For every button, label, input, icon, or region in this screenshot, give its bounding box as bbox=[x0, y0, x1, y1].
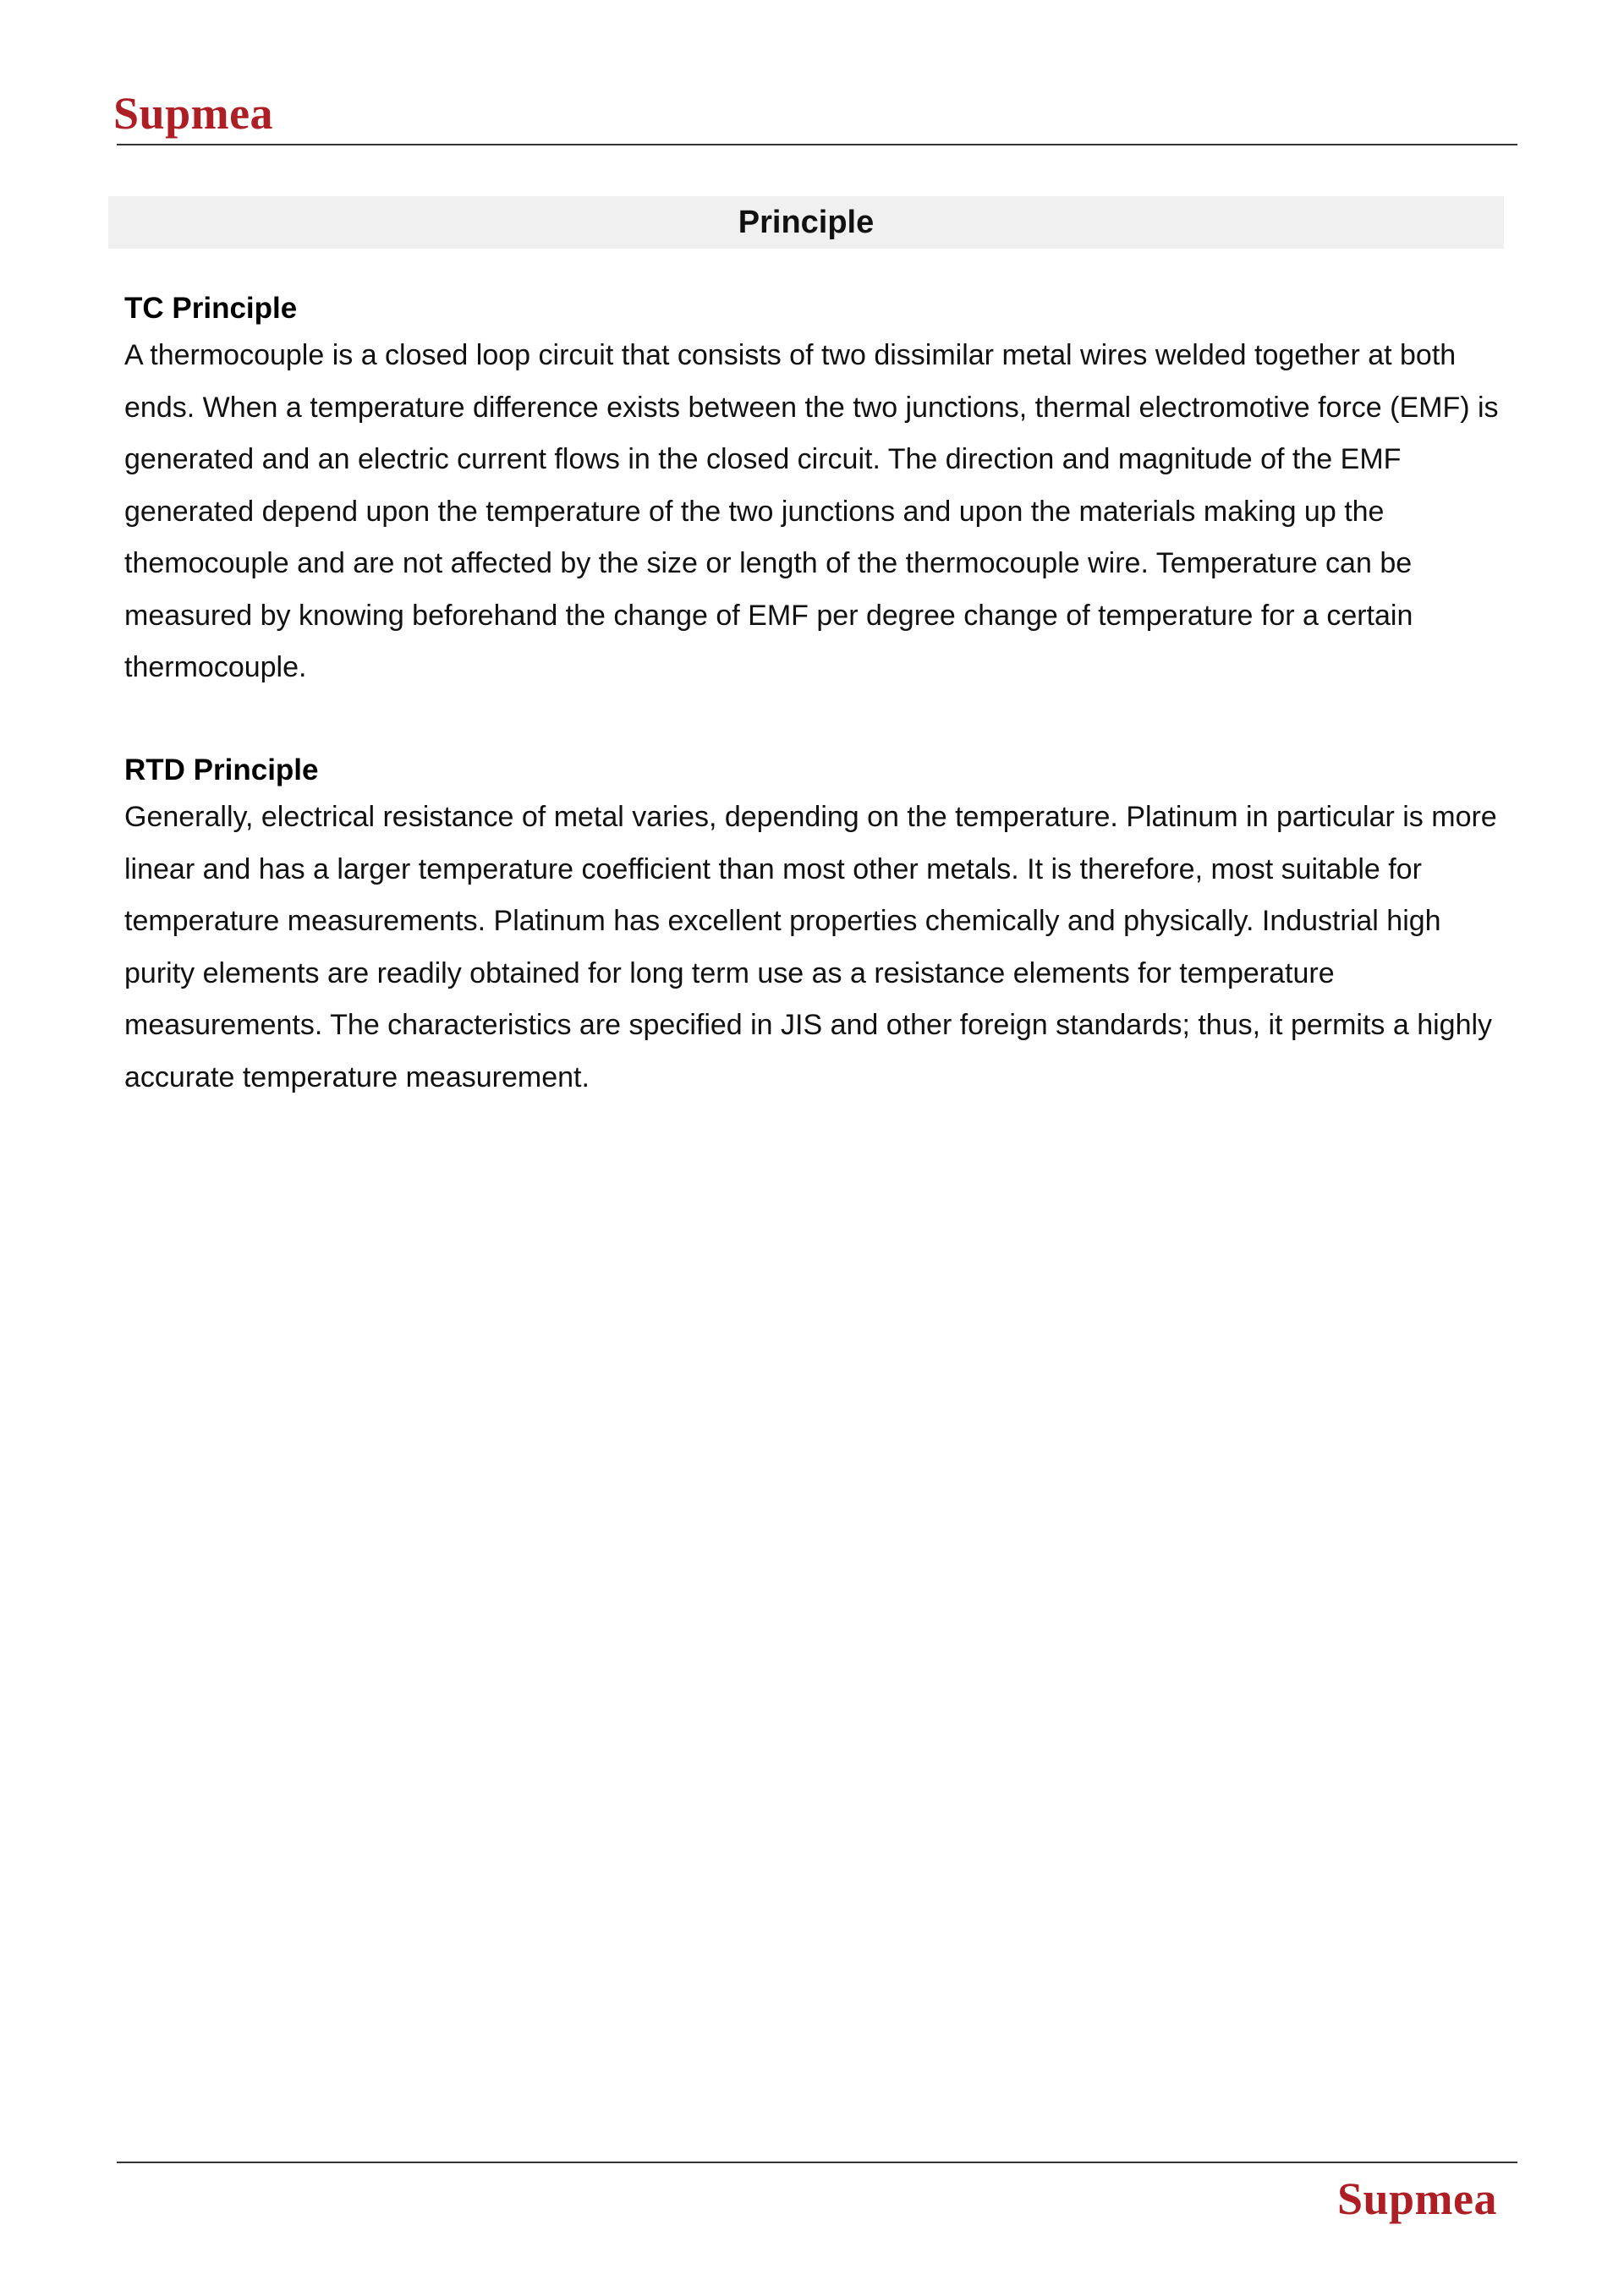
footer-divider bbox=[117, 2162, 1517, 2163]
section-banner bbox=[108, 196, 1504, 249]
section-title: Principle bbox=[738, 205, 875, 240]
header-divider bbox=[117, 144, 1517, 145]
tc-principle-heading: TC Principle bbox=[124, 292, 298, 325]
tc-principle-paragraph: A thermocouple is a closed loop circuit that consists of two dissimilar metal wires welded together at both ends. When a temperature difference exists between the two junctions, thermal electromotive force (EMF) is generated and an electric current flows in the closed circuit. The direction and magnitude of the EMF generated depend upon the temperature of the two junctions and upon the materials making up the themocouple and are not affected by the size or length of the thermocouple wire. Temperature can be measured by knowing beforehand the change of EMF per degree change of temperature for a certain thermocouple. bbox=[124, 339, 1499, 683]
tc-principle-section bbox=[124, 288, 1512, 694]
footer-logo: Supmea bbox=[1336, 2173, 1497, 2224]
rtd-principle-heading: RTD Principle bbox=[124, 753, 319, 786]
rtd-principle-paragraph: Generally, electrical resistance of metal varies, depending on the temperature. Platinum in particular is more linear and has a larger temperature coefficient than most other metals. It is therefore, most suitable for temperature measurements. Platinum has excellent properties chemically and physically. Industrial high purity elements are readily obtained for long term use as a resistance elements for temperature measurements. The characteristics are specified in JIS and other foreign standards; thus, it permits a highly accurate temperature measurement. bbox=[124, 801, 1497, 1093]
header-logo: Supmea bbox=[113, 88, 274, 139]
rtd-principle-section bbox=[124, 749, 1512, 1104]
